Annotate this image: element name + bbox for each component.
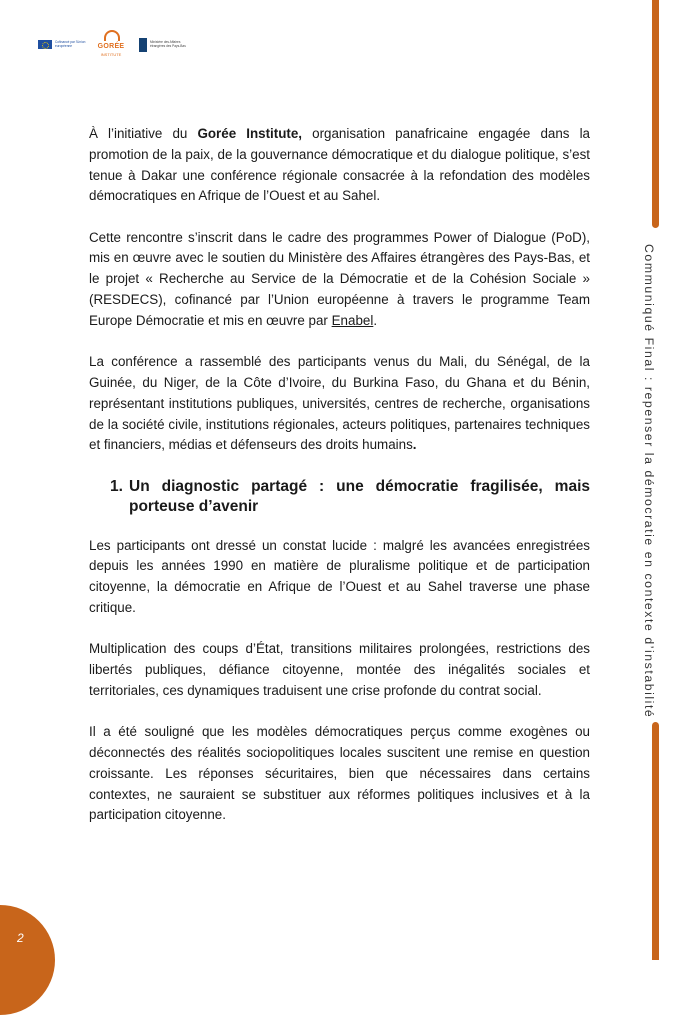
goree-logo-sub: INSTITUTE xyxy=(100,52,122,57)
body-paragraph: Multiplication des coups d’État, transitions militaires prolongées, restrictions des libertés publiques, défiance citoyenne, montée des inégalités sociales et territoriales, ces dynamiques traduisent une crise profonde du contrat social. xyxy=(89,641,590,698)
eu-logo xyxy=(38,40,89,49)
participants-end: . xyxy=(412,437,417,453)
goree-institute-logo xyxy=(96,28,126,62)
sidebar-accent-bar-bottom xyxy=(652,722,659,960)
section-number: 1. xyxy=(110,477,123,495)
context-text: Cette rencontre s’inscrit dans le cadre des programmes Power of Dialogue (PoD), mis en œuvre avec le soutien du Ministère des Affaires étrangères des Pays-Bas, et le projet « Recherche au Service de la Démocratie et de la Cohésion Sociale » (RESDECS), cofinancé par l’Union européenne à travers le programme Team Europe Démocratie et mis en œuvre par xyxy=(89,229,590,328)
organization-name: Gorée Institute, xyxy=(197,126,303,141)
sidebar-title: Communiqué Final : repenser la démocratie en contexte d’instabilité xyxy=(642,244,656,719)
intro-prefix: À l’initiative du xyxy=(89,126,198,141)
body-paragraph: Les participants ont dressé un constat lucide : malgré les avancées enregistrées depuis les années 1990 en matière de pluralisme politique et de participation citoyenne, la démocratie en Afrique de l’Ouest et au Sahel traverse une phase critique. xyxy=(89,537,590,616)
page-number-badge xyxy=(0,905,55,1015)
intro-paragraph xyxy=(89,124,590,207)
document-body xyxy=(89,124,590,847)
goree-logo-name: GORÉE xyxy=(97,43,125,50)
netherlands-ministry-logo xyxy=(139,38,194,52)
goree-mark-icon xyxy=(102,28,120,42)
participants-text: La conférence a rassemblé des participants venus du Mali, du Sénégal, de la Guinée, du Niger, de la Côte d’Ivoire, du Burkina Faso, du Ghana et du Bénin, représentant institutions publiques, universités, centres de recherche, organisations de la société civile, institutions régionales, acteurs politiques, partenaires techniques et financiers, médias et défenseurs des droits humains xyxy=(89,354,590,453)
eu-logo-text: Cofinancé par l'Union européenne xyxy=(55,39,86,48)
eu-flag-icon xyxy=(38,40,52,49)
nl-logo-text: Ministère des Affaires étrangères des Pays-Bas xyxy=(150,40,186,48)
body-paragraph: Il a été souligné que les modèles démocratiques perçus comme exogènes ou déconnectés des réalités sociopolitiques locales suscitent une remise en question croissante. Les réponses sécuritaires, bien que nécessaires dans certains contextes, ne sauraient se substituer aux réformes politiques inclusives et à la participation citoyenne. xyxy=(89,724,590,823)
participants-paragraph xyxy=(89,352,590,456)
page-number: 2 xyxy=(17,931,24,945)
context-end: . xyxy=(373,312,378,328)
section-heading xyxy=(110,477,590,517)
intro-suffix: organisation panafricaine engagée dans la promotion de la paix, de la gouvernance démocratique et du dialogue politique, s’est tenue à Dakar une conférence régionale consacrée à la refondation des modèles démocratiques en Afrique de l’Ouest et au Sahel. xyxy=(89,126,590,204)
nl-emblem-icon xyxy=(139,38,147,52)
context-paragraph xyxy=(89,228,590,332)
sidebar-accent-bar-top xyxy=(652,0,659,228)
enabel-link[interactable]: Enabel xyxy=(331,312,374,328)
section-title: Un diagnostic partagé : une démocratie fragilisée, mais porteuse d’avenir xyxy=(129,477,590,515)
